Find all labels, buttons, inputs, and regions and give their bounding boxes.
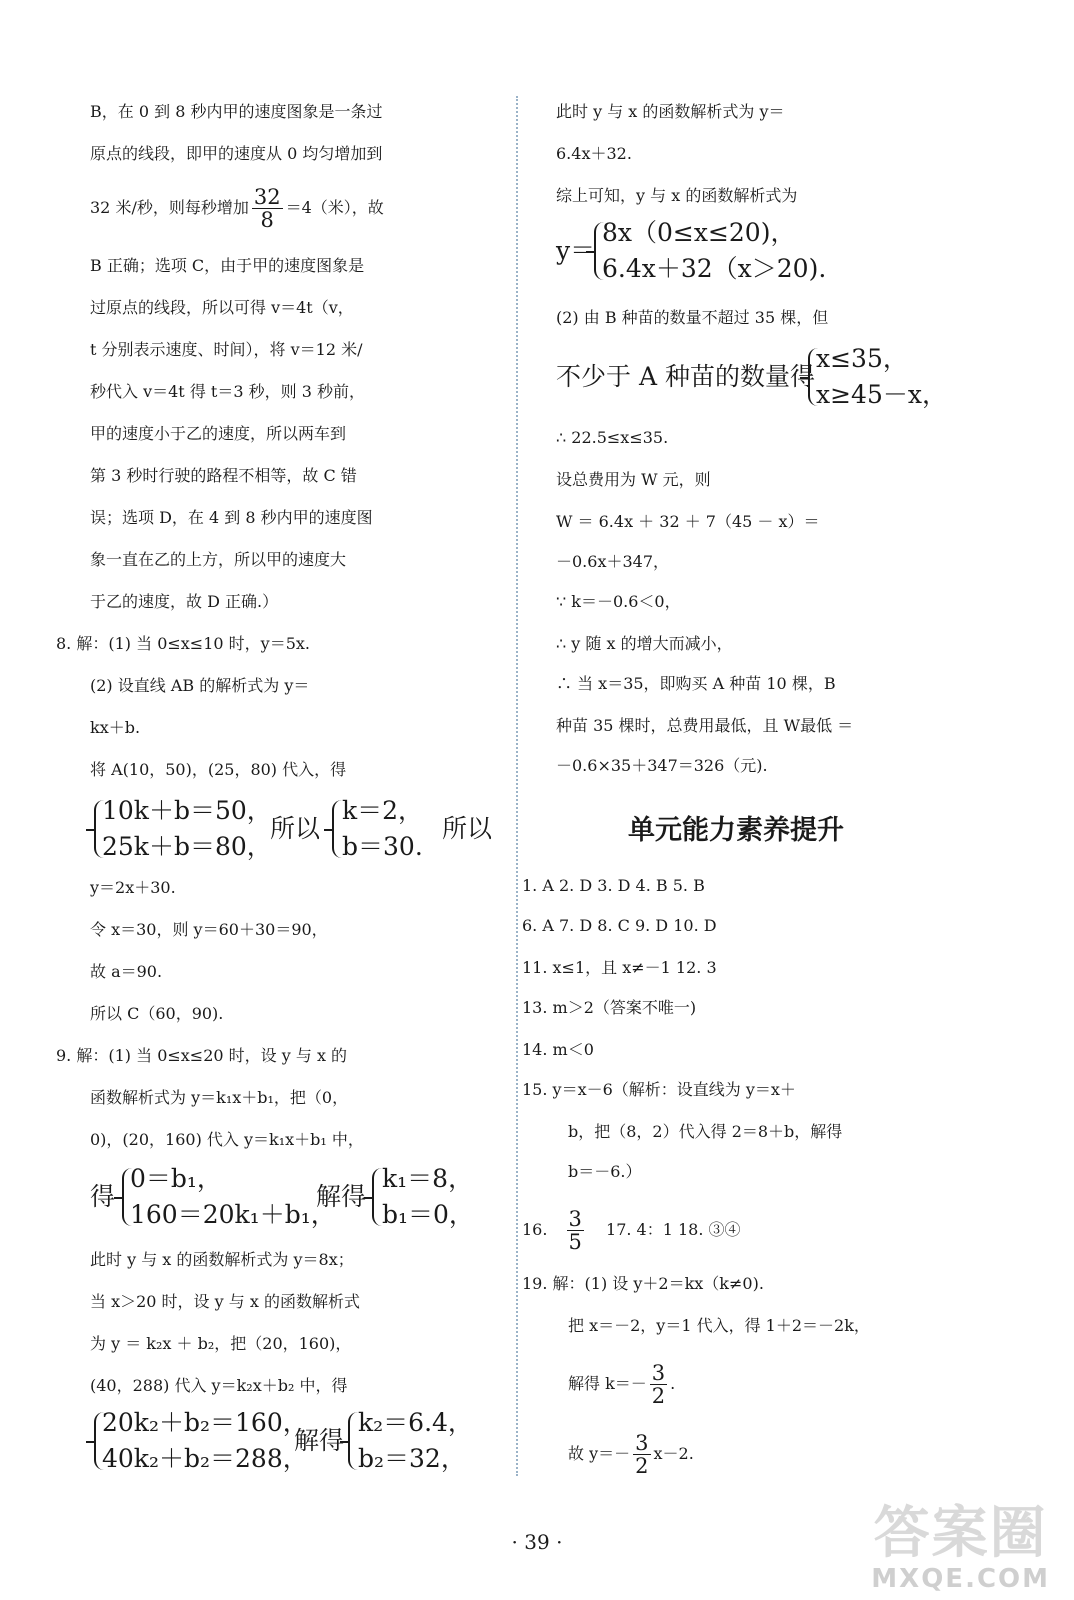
text-line: 令 x＝30，则 y＝60＋30＝90， xyxy=(90,920,328,939)
text-line: 函数解析式为 y＝k₁x＋b₁，把（0， xyxy=(90,1088,349,1107)
answer-line: 14. m＜0 xyxy=(522,1040,594,1059)
text-line: 0)，(20，160) 代入 y＝k₁x＋b₁ 中， xyxy=(90,1130,364,1149)
text-line: 象一直在乙的上方，所以甲的速度大 xyxy=(90,550,347,569)
column-divider xyxy=(516,96,518,1476)
fraction-line: 解得 k＝－ $\frac{3}{2}$ . xyxy=(568,1361,676,1408)
text-line: 故 a＝90. xyxy=(90,962,163,981)
text-line: 把 x＝－2，y＝1 代入，得 1＋2＝－2k， xyxy=(568,1316,870,1335)
fraction-line: 32 米/秒，则每秒增加 $\frac{32}{8}$ ＝4（米），故 xyxy=(90,185,384,232)
text-line: B 正确；选项 C，由于甲的速度图象是 xyxy=(90,256,365,275)
fraction: $\frac{3}{2}$ xyxy=(651,1361,666,1408)
text-line: ∴ 当 x＝35，即购买 A 种苗 10 棵，B xyxy=(556,674,836,693)
question-19: 19. 解：(1) 设 y＋2＝kx（k≠0). xyxy=(522,1274,764,1293)
text-line: ∴ y 随 x 的增大而减小， xyxy=(556,634,733,653)
text-line: 为 y ＝ k₂x ＋ b₂，把（20，160)， xyxy=(90,1334,352,1353)
text-line: 当 x＞20 时，设 y 与 x 的函数解析式 xyxy=(90,1292,360,1311)
text-line: 过原点的线段，所以可得 v＝4t（v， xyxy=(90,298,354,317)
answer-line: 15. y＝x－6（解析：设直线为 y＝x＋ xyxy=(522,1080,796,1099)
text-line: －0.6x＋347， xyxy=(556,552,670,571)
answer-line: b，把（8，2）代入得 2＝8＋b，解得 xyxy=(568,1122,843,1141)
fraction: $\frac{32}{8}$ xyxy=(253,185,281,232)
answer-line-16: 16. $\frac{3}{5}$ 17. 4：1 18. ③④ xyxy=(522,1207,741,1254)
answer-line: 6. A 7. D 8. C 9. D 10. D xyxy=(522,916,717,935)
text-line: ∴ 22.5≤x≤35. xyxy=(556,428,669,447)
text-line: 将 A(10，50)，(25，80) 代入，得 xyxy=(90,760,347,779)
answer-line: 1. A 2. D 3. D 4. B 5. B xyxy=(522,876,705,895)
text-line: 此时 y 与 x 的函数解析式为 y＝8x； xyxy=(90,1250,354,1269)
page-number: · 39 · xyxy=(511,1530,563,1554)
text-line: 原点的线段，即甲的速度从 0 均匀增加到 xyxy=(90,144,383,163)
section-heading: 单元能力素养提升 xyxy=(628,815,844,846)
text-line: kx＋b. xyxy=(90,718,141,737)
text-line: W ＝ 6.4x ＋ 32 ＋ 7（45 － x）＝ xyxy=(556,512,820,531)
text-line: y＝2x＋30. xyxy=(90,878,176,897)
answer-line: b＝－6.） xyxy=(568,1162,642,1181)
text-line: 6.4x＋32. xyxy=(556,144,632,163)
answer-line: 13. m＞2（答案不唯一) xyxy=(522,998,697,1017)
text-line: 甲的速度小于乙的速度，所以两车到 xyxy=(90,424,347,443)
text-line: 于乙的速度，故 D 正确.） xyxy=(90,592,279,611)
text-line: 误；选项 D，在 4 到 8 秒内甲的速度图 xyxy=(90,508,373,527)
text-line: 种苗 35 棵时，总费用最低，且 W最低 ＝ xyxy=(556,716,854,735)
text-line: 所以 C（60，90). xyxy=(90,1004,224,1023)
text-line: 设总费用为 W 元，则 xyxy=(556,470,711,489)
text-line: (2) 由 B 种苗的数量不超过 35 棵，但 xyxy=(556,308,829,327)
question-8: 8. 解：(1) 当 0≤x≤10 时，y＝5x. xyxy=(56,634,310,653)
text-line: 此时 y 与 x 的函数解析式为 y＝ xyxy=(556,102,785,121)
text-line: －0.6×35＋347＝326（元). xyxy=(556,756,768,775)
text-line: (40，288) 代入 y＝k₂x＋b₂ 中，得 xyxy=(90,1376,348,1395)
fraction: $\frac{3}{5}$ xyxy=(568,1207,582,1254)
watermark-logo: 答案圈 xyxy=(873,1501,1048,1566)
question-9: 9. 解：(1) 当 0≤x≤20 时，设 y 与 x 的 xyxy=(56,1046,348,1065)
text-line: B，在 0 到 8 秒内甲的速度图象是一条过 xyxy=(90,102,383,121)
text-line: (2) 设直线 AB 的解析式为 y＝ xyxy=(90,676,310,695)
text-line: t 分别表示速度、时间），将 v＝12 米/ xyxy=(90,340,363,359)
watermark-url: MXQE.COM xyxy=(871,1564,1050,1594)
text-line: 秒代入 v＝4t 得 t＝3 秒，则 3 秒前， xyxy=(90,382,365,401)
fraction-line: 故 y＝－ $\frac{3}{2}$ x－2. xyxy=(568,1431,694,1478)
fraction: $\frac{3}{2}$ xyxy=(635,1431,649,1478)
watermark xyxy=(871,1501,1050,1594)
answer-line: 11. x≤1，且 x≠－1 12. 3 xyxy=(522,958,717,977)
text-line: ∵ k＝－0.6＜0， xyxy=(556,592,681,611)
text-line: 第 3 秒时行驶的路程不相等，故 C 错 xyxy=(90,466,357,485)
text-line: 综上可知，y 与 x 的函数解析式为 xyxy=(556,186,798,205)
